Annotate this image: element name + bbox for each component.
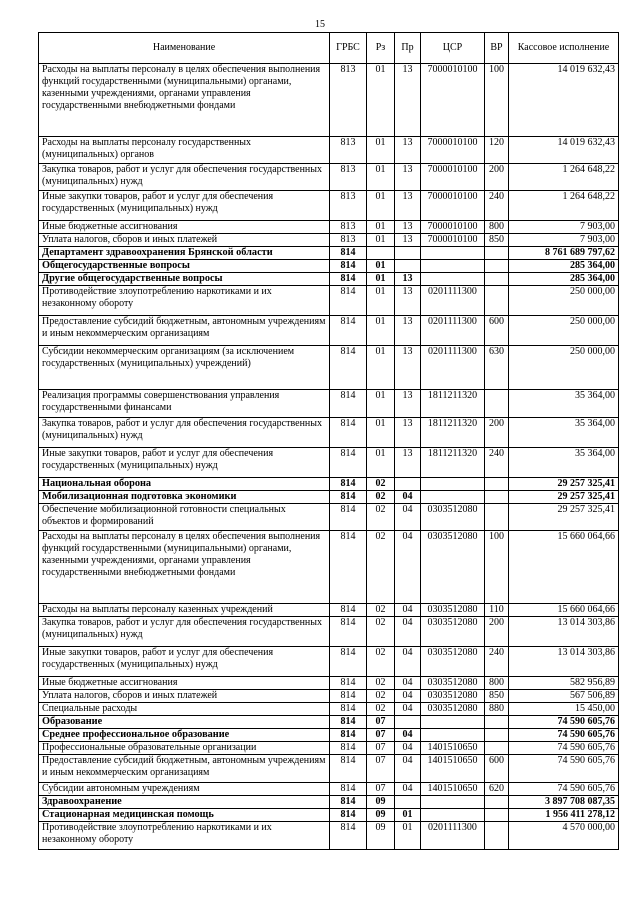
table-row [39, 783, 619, 796]
cell-csr: 0201111300 [421, 346, 485, 390]
cell-grbs: 814 [330, 809, 367, 822]
cell-pr: 04 [395, 690, 421, 703]
cell-amount: 14 019 632,43 [509, 64, 619, 137]
cell-rz: 01 [367, 234, 395, 247]
cell-amount: 8 761 689 797,62 [509, 247, 619, 260]
cell-csr [421, 491, 485, 504]
cell-pr [395, 716, 421, 729]
cell-csr: 0303512080 [421, 604, 485, 617]
cell-amount: 74 590 605,76 [509, 729, 619, 742]
cell-grbs: 813 [330, 164, 367, 191]
cell-name: Уплата налогов, сборов и иных платежей [39, 234, 330, 247]
cell-csr: 0303512080 [421, 677, 485, 690]
table-row [39, 809, 619, 822]
cell-pr: 04 [395, 504, 421, 531]
cell-amount: 3 897 708 087,35 [509, 796, 619, 809]
cell-grbs: 814 [330, 273, 367, 286]
cell-name: Расходы на выплаты персоналу в целях обеспечения выполнения функций государственными (муниципальными) органами, казенными учреждениями, органами управления государственными внебюджетными фондами [39, 531, 330, 604]
cell-rz: 07 [367, 783, 395, 796]
cell-amount: 285 364,00 [509, 273, 619, 286]
cell-rz: 07 [367, 742, 395, 755]
cell-pr: 04 [395, 647, 421, 677]
cell-grbs: 813 [330, 191, 367, 221]
cell-amount: 35 364,00 [509, 448, 619, 478]
cell-amount: 250 000,00 [509, 346, 619, 390]
cell-csr [421, 247, 485, 260]
cell-csr: 7000010100 [421, 191, 485, 221]
cell-name: Стационарная медицинская помощь [39, 809, 330, 822]
cell-csr: 0201111300 [421, 822, 485, 850]
cell-pr: 01 [395, 822, 421, 850]
cell-name: Субсидии некоммерческим организациям (за исключением государственных (муниципальных) учреждений) [39, 346, 330, 390]
cell-grbs: 814 [330, 418, 367, 448]
header-rz: Рз [367, 33, 395, 64]
cell-vr: 850 [485, 690, 509, 703]
cell-rz: 02 [367, 604, 395, 617]
cell-csr: 1811211320 [421, 390, 485, 418]
cell-name: Предоставление субсидий бюджетным, автономным учреждениям и иным некоммерческим организациям [39, 316, 330, 346]
cell-amount: 1 264 648,22 [509, 191, 619, 221]
page-number: 15 [315, 19, 325, 30]
cell-name: Закупка товаров, работ и услуг для обеспечения государственных (муниципальных) нужд [39, 418, 330, 448]
header-grbs: ГРБС [330, 33, 367, 64]
table-row [39, 504, 619, 531]
cell-csr [421, 729, 485, 742]
cell-name: Специальные расходы [39, 703, 330, 716]
table-row [39, 346, 619, 390]
cell-name: Иные бюджетные ассигнования [39, 677, 330, 690]
cell-name: Обеспечение мобилизационной готовности специальных объектов и формирований [39, 504, 330, 531]
cell-vr [485, 478, 509, 491]
cell-amount: 15 660 064,66 [509, 531, 619, 604]
cell-grbs: 814 [330, 286, 367, 316]
cell-rz: 02 [367, 504, 395, 531]
cell-amount: 14 019 632,43 [509, 137, 619, 164]
cell-csr: 0303512080 [421, 690, 485, 703]
header-pr: Пр [395, 33, 421, 64]
table-row [39, 755, 619, 783]
cell-name: Профессиональные образовательные организации [39, 742, 330, 755]
cell-amount: 35 364,00 [509, 418, 619, 448]
cell-csr: 1401510650 [421, 755, 485, 783]
cell-amount: 1 956 411 278,12 [509, 809, 619, 822]
table-row [39, 690, 619, 703]
cell-rz: 01 [367, 64, 395, 137]
table-row [39, 316, 619, 346]
cell-amount: 74 590 605,76 [509, 783, 619, 796]
cell-csr: 0303512080 [421, 531, 485, 604]
table-row [39, 418, 619, 448]
cell-pr: 13 [395, 64, 421, 137]
cell-vr [485, 822, 509, 850]
cell-name: Образование [39, 716, 330, 729]
cell-vr [485, 390, 509, 418]
cell-rz [367, 247, 395, 260]
cell-vr: 200 [485, 617, 509, 647]
cell-pr: 04 [395, 531, 421, 604]
cell-rz: 01 [367, 221, 395, 234]
cell-pr: 04 [395, 604, 421, 617]
cell-name: Расходы на выплаты персоналу в целях обеспечения выполнения функций государственными (муниципальными) органами, казенными учреждениями, органами управления государственными внебюджетными фондами [39, 64, 330, 137]
cell-grbs: 814 [330, 478, 367, 491]
cell-vr: 630 [485, 346, 509, 390]
cell-grbs: 814 [330, 316, 367, 346]
cell-name: Противодействие злоупотреблению наркотиками и их незаконному обороту [39, 286, 330, 316]
cell-vr: 110 [485, 604, 509, 617]
cell-pr: 13 [395, 137, 421, 164]
cell-csr [421, 716, 485, 729]
cell-vr [485, 796, 509, 809]
cell-grbs: 814 [330, 716, 367, 729]
cell-rz: 07 [367, 755, 395, 783]
cell-name: Национальная оборона [39, 478, 330, 491]
cell-name: Уплата налогов, сборов и иных платежей [39, 690, 330, 703]
cell-pr: 13 [395, 221, 421, 234]
cell-rz: 01 [367, 164, 395, 191]
table-row [39, 390, 619, 418]
cell-rz: 09 [367, 809, 395, 822]
table-row [39, 729, 619, 742]
cell-amount: 74 590 605,76 [509, 755, 619, 783]
cell-vr [485, 260, 509, 273]
cell-rz: 02 [367, 647, 395, 677]
cell-vr [485, 809, 509, 822]
cell-vr [485, 273, 509, 286]
cell-name: Среднее профессиональное образование [39, 729, 330, 742]
cell-csr: 7000010100 [421, 64, 485, 137]
cell-name: Общегосударственные вопросы [39, 260, 330, 273]
cell-vr [485, 716, 509, 729]
cell-amount: 582 956,89 [509, 677, 619, 690]
cell-grbs: 814 [330, 617, 367, 647]
table-row [39, 260, 619, 273]
cell-rz: 01 [367, 346, 395, 390]
cell-grbs: 814 [330, 247, 367, 260]
cell-csr: 0303512080 [421, 504, 485, 531]
table-row [39, 478, 619, 491]
cell-vr: 850 [485, 234, 509, 247]
cell-pr: 04 [395, 742, 421, 755]
cell-vr: 600 [485, 755, 509, 783]
cell-csr: 1401510650 [421, 783, 485, 796]
cell-vr: 200 [485, 164, 509, 191]
cell-name: Мобилизационная подготовка экономики [39, 491, 330, 504]
cell-grbs: 814 [330, 448, 367, 478]
cell-grbs: 814 [330, 531, 367, 604]
cell-pr: 13 [395, 286, 421, 316]
table-header-row [39, 33, 619, 64]
cell-csr [421, 260, 485, 273]
cell-rz: 01 [367, 448, 395, 478]
cell-rz: 02 [367, 531, 395, 604]
table-row [39, 677, 619, 690]
cell-pr: 04 [395, 677, 421, 690]
cell-amount: 29 257 325,41 [509, 491, 619, 504]
cell-vr [485, 286, 509, 316]
header-vr: ВР [485, 33, 509, 64]
cell-vr: 240 [485, 647, 509, 677]
table-row [39, 604, 619, 617]
cell-vr: 600 [485, 316, 509, 346]
cell-csr [421, 478, 485, 491]
cell-rz: 02 [367, 677, 395, 690]
cell-name: Другие общегосударственные вопросы [39, 273, 330, 286]
cell-csr: 7000010100 [421, 221, 485, 234]
cell-pr: 04 [395, 491, 421, 504]
cell-grbs: 814 [330, 390, 367, 418]
cell-amount: 13 014 303,86 [509, 617, 619, 647]
cell-pr: 13 [395, 234, 421, 247]
table-row [39, 221, 619, 234]
header-csr: ЦСР [421, 33, 485, 64]
cell-csr: 0201111300 [421, 286, 485, 316]
cell-name: Расходы на выплаты персоналу казенных учреждений [39, 604, 330, 617]
cell-grbs: 814 [330, 822, 367, 850]
cell-pr: 04 [395, 703, 421, 716]
cell-grbs: 814 [330, 260, 367, 273]
cell-vr [485, 729, 509, 742]
table-row [39, 234, 619, 247]
cell-grbs: 814 [330, 346, 367, 390]
cell-csr: 1811211320 [421, 418, 485, 448]
cell-name: Закупка товаров, работ и услуг для обеспечения государственных (муниципальных) нужд [39, 164, 330, 191]
cell-rz: 01 [367, 260, 395, 273]
budget-table [38, 32, 619, 850]
cell-rz: 01 [367, 273, 395, 286]
cell-grbs: 814 [330, 783, 367, 796]
cell-grbs: 814 [330, 504, 367, 531]
cell-amount: 285 364,00 [509, 260, 619, 273]
cell-rz: 02 [367, 491, 395, 504]
header-name: Наименование [39, 33, 330, 64]
table-row [39, 796, 619, 809]
cell-rz: 01 [367, 137, 395, 164]
cell-vr [485, 504, 509, 531]
cell-vr: 240 [485, 448, 509, 478]
cell-grbs: 814 [330, 491, 367, 504]
cell-name: Департамент здравоохранения Брянской области [39, 247, 330, 260]
cell-name: Иные закупки товаров, работ и услуг для обеспечения государственных (муниципальных) нужд [39, 448, 330, 478]
cell-vr [485, 491, 509, 504]
cell-csr: 0303512080 [421, 617, 485, 647]
cell-grbs: 814 [330, 690, 367, 703]
cell-amount: 15 660 064,66 [509, 604, 619, 617]
cell-pr: 04 [395, 729, 421, 742]
cell-rz: 01 [367, 286, 395, 316]
cell-csr [421, 796, 485, 809]
cell-amount: 74 590 605,76 [509, 716, 619, 729]
cell-grbs: 814 [330, 647, 367, 677]
cell-pr: 13 [395, 346, 421, 390]
cell-amount: 35 364,00 [509, 390, 619, 418]
cell-name: Иные закупки товаров, работ и услуг для обеспечения государственных (муниципальных) нужд [39, 647, 330, 677]
cell-grbs: 813 [330, 64, 367, 137]
cell-rz: 02 [367, 703, 395, 716]
cell-rz: 01 [367, 316, 395, 346]
cell-pr: 04 [395, 617, 421, 647]
cell-pr: 13 [395, 164, 421, 191]
cell-pr [395, 796, 421, 809]
cell-pr [395, 478, 421, 491]
cell-vr: 880 [485, 703, 509, 716]
table-row [39, 64, 619, 137]
cell-amount: 7 903,00 [509, 234, 619, 247]
cell-amount: 74 590 605,76 [509, 742, 619, 755]
cell-pr [395, 247, 421, 260]
cell-vr: 800 [485, 221, 509, 234]
cell-csr: 1811211320 [421, 448, 485, 478]
cell-pr: 01 [395, 809, 421, 822]
cell-vr: 100 [485, 64, 509, 137]
cell-csr: 0303512080 [421, 647, 485, 677]
table-row [39, 247, 619, 260]
cell-amount: 29 257 325,41 [509, 504, 619, 531]
cell-rz: 01 [367, 390, 395, 418]
cell-rz: 09 [367, 796, 395, 809]
cell-grbs: 813 [330, 234, 367, 247]
cell-grbs: 814 [330, 796, 367, 809]
cell-csr: 7000010100 [421, 137, 485, 164]
cell-rz: 02 [367, 690, 395, 703]
cell-csr: 7000010100 [421, 164, 485, 191]
cell-name: Закупка товаров, работ и услуг для обеспечения государственных (муниципальных) нужд [39, 617, 330, 647]
cell-csr: 0201111300 [421, 316, 485, 346]
cell-amount: 29 257 325,41 [509, 478, 619, 491]
header-amount: Кассовое исполнение [509, 33, 619, 64]
table-row [39, 617, 619, 647]
cell-vr: 800 [485, 677, 509, 690]
cell-vr: 120 [485, 137, 509, 164]
cell-amount: 7 903,00 [509, 221, 619, 234]
cell-amount: 13 014 303,86 [509, 647, 619, 677]
cell-amount: 567 506,89 [509, 690, 619, 703]
cell-amount: 250 000,00 [509, 316, 619, 346]
table-row [39, 286, 619, 316]
table-row [39, 448, 619, 478]
cell-rz: 01 [367, 191, 395, 221]
table-row [39, 273, 619, 286]
cell-grbs: 813 [330, 137, 367, 164]
cell-amount: 250 000,00 [509, 286, 619, 316]
table-row [39, 742, 619, 755]
cell-name: Реализация программы совершенствования управления государственными финансами [39, 390, 330, 418]
cell-vr: 200 [485, 418, 509, 448]
table-row [39, 647, 619, 677]
cell-csr: 1401510650 [421, 742, 485, 755]
cell-name: Здравоохранение [39, 796, 330, 809]
cell-csr: 0303512080 [421, 703, 485, 716]
cell-grbs: 814 [330, 703, 367, 716]
cell-rz: 01 [367, 418, 395, 448]
cell-name: Расходы на выплаты персоналу государственных (муниципальных) органов [39, 137, 330, 164]
cell-pr: 04 [395, 783, 421, 796]
cell-vr [485, 247, 509, 260]
table-row [39, 822, 619, 850]
table-row [39, 531, 619, 604]
cell-pr: 13 [395, 390, 421, 418]
table-row [39, 703, 619, 716]
cell-pr: 04 [395, 755, 421, 783]
table-row [39, 164, 619, 191]
cell-pr: 13 [395, 418, 421, 448]
cell-name: Иные закупки товаров, работ и услуг для обеспечения государственных (муниципальных) нужд [39, 191, 330, 221]
cell-name: Иные бюджетные ассигнования [39, 221, 330, 234]
cell-rz: 02 [367, 617, 395, 647]
table-row [39, 137, 619, 164]
cell-pr: 13 [395, 273, 421, 286]
cell-rz: 07 [367, 729, 395, 742]
cell-pr: 13 [395, 316, 421, 346]
cell-name: Субсидии автономным учреждениям [39, 783, 330, 796]
cell-grbs: 814 [330, 677, 367, 690]
cell-amount: 1 264 648,22 [509, 164, 619, 191]
cell-name: Противодействие злоупотреблению наркотиками и их незаконному обороту [39, 822, 330, 850]
cell-grbs: 814 [330, 604, 367, 617]
table-row [39, 716, 619, 729]
cell-grbs: 814 [330, 742, 367, 755]
cell-amount: 15 450,00 [509, 703, 619, 716]
cell-rz: 02 [367, 478, 395, 491]
cell-grbs: 814 [330, 729, 367, 742]
cell-pr [395, 260, 421, 273]
cell-vr: 100 [485, 531, 509, 604]
cell-vr: 240 [485, 191, 509, 221]
cell-vr [485, 742, 509, 755]
cell-pr: 13 [395, 448, 421, 478]
table-row [39, 491, 619, 504]
cell-csr [421, 273, 485, 286]
cell-grbs: 814 [330, 755, 367, 783]
table-row [39, 191, 619, 221]
cell-csr [421, 809, 485, 822]
cell-vr: 620 [485, 783, 509, 796]
cell-amount: 4 570 000,00 [509, 822, 619, 850]
cell-name: Предоставление субсидий бюджетным, автономным учреждениям и иным некоммерческим организациям [39, 755, 330, 783]
cell-rz: 09 [367, 822, 395, 850]
cell-rz: 07 [367, 716, 395, 729]
cell-grbs: 813 [330, 221, 367, 234]
cell-csr: 7000010100 [421, 234, 485, 247]
cell-pr: 13 [395, 191, 421, 221]
